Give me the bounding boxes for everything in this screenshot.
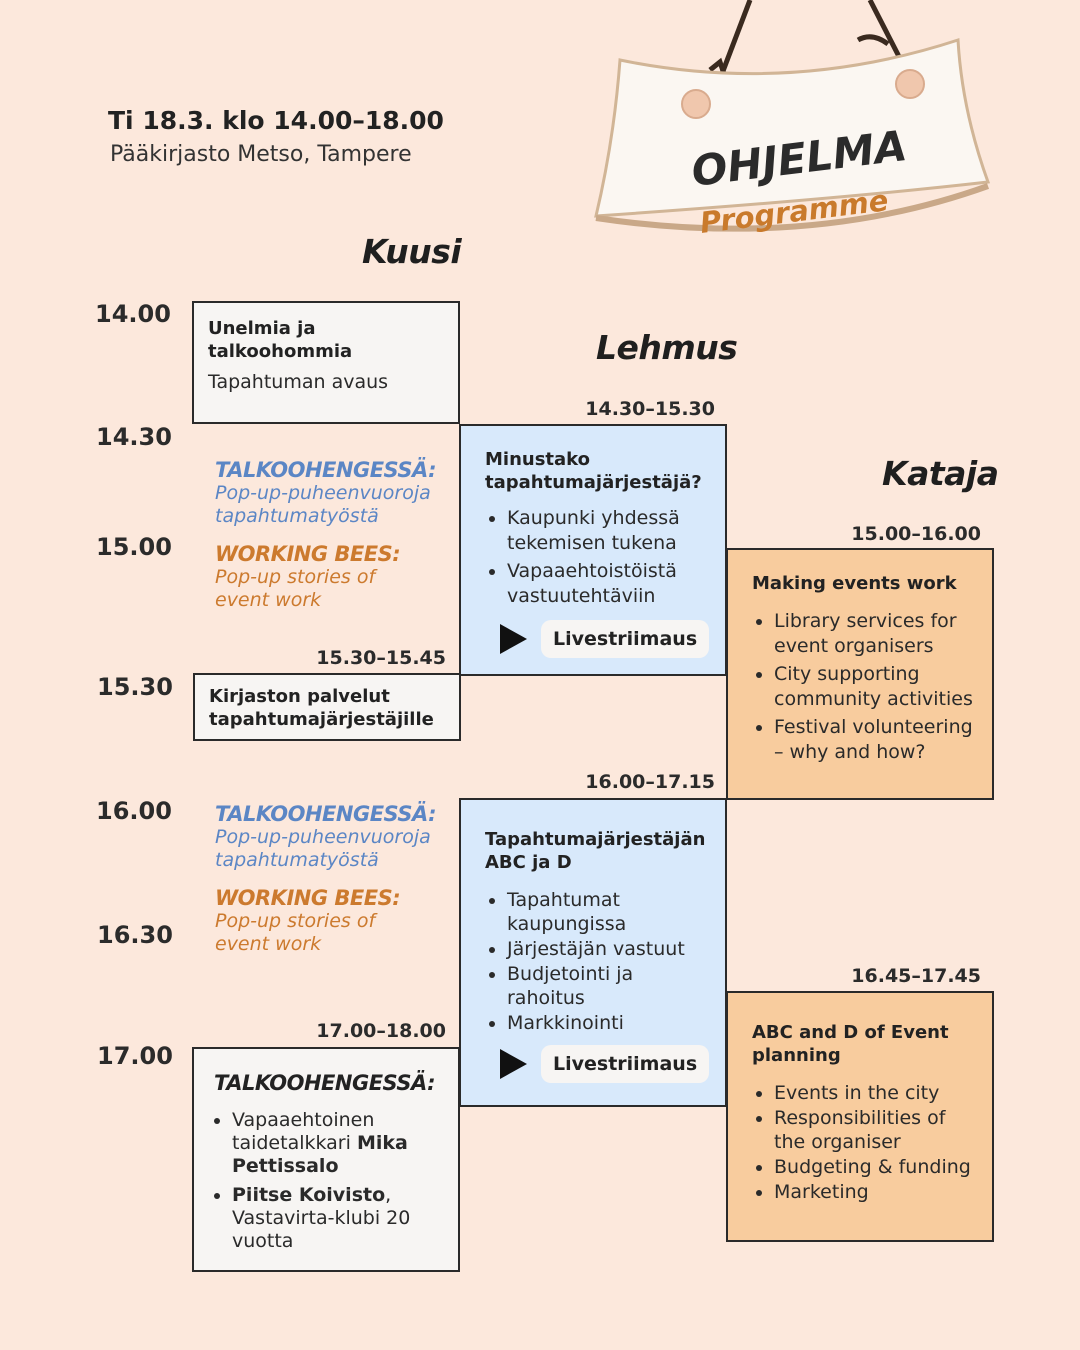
popup2-fi-head: TALKOOHENGESSÄ: bbox=[215, 802, 437, 826]
kataja1-time: 15.00–16.00 bbox=[851, 523, 981, 545]
session-kataja-2 bbox=[726, 991, 994, 1242]
livestream-label[interactable]: Livestriimaus bbox=[541, 1045, 709, 1083]
time-1700: 17.00 bbox=[97, 1042, 173, 1070]
time-1400: 14.00 bbox=[95, 300, 171, 328]
event-venue: Pääkirjasto Metso, Tampere bbox=[110, 142, 412, 167]
final-item-1-name: Mika Pettissalo bbox=[232, 1132, 408, 1177]
popup1-en-line1: Pop-up stories of bbox=[215, 566, 376, 588]
time-1500: 15.00 bbox=[96, 533, 172, 561]
kataja2-time: 16.45–17.45 bbox=[851, 965, 981, 987]
room-lehmus: Lehmus bbox=[596, 328, 738, 367]
livestream-2[interactable] bbox=[500, 1045, 709, 1083]
final-item-2-text: , Vastavirta-klubi 20 vuotta bbox=[232, 1184, 411, 1252]
final-head: TALKOOHENGESSÄ: bbox=[214, 1071, 436, 1095]
kataja2-title: ABC and D of Event planning bbox=[752, 1022, 949, 1066]
session-opening-title: Unelmia ja talkoohommia bbox=[208, 318, 353, 362]
popup2-en-head: WORKING BEES: bbox=[215, 886, 401, 910]
lehmus2-item: • Järjestäjän vastuut bbox=[507, 937, 709, 961]
kataja2-item: • Events in the city bbox=[774, 1081, 978, 1105]
programme-sign bbox=[590, 0, 1000, 260]
popup-block-2 bbox=[215, 802, 455, 956]
event-date: Ti 18.3. klo 14.00–18.00 bbox=[108, 106, 444, 135]
time-1530: 15.30 bbox=[97, 673, 173, 701]
time-1630: 16.30 bbox=[97, 921, 173, 949]
lehmus2-title: Tapahtumajärjestäjän ABC ja D bbox=[485, 829, 706, 873]
session-final bbox=[192, 1047, 460, 1272]
kataja1-item: • Festival volunteering – why and how? bbox=[774, 715, 978, 765]
session-library bbox=[193, 673, 461, 741]
popup-block-1 bbox=[215, 458, 455, 612]
room-kataja: Kataja bbox=[882, 454, 999, 493]
session-kataja-1 bbox=[726, 548, 994, 800]
lehmus2-item: • Markkinointi bbox=[507, 1011, 709, 1035]
popup1-en-line2: event work bbox=[215, 589, 322, 611]
popup2-en-line2: event work bbox=[215, 933, 322, 955]
kataja2-item: • Marketing bbox=[774, 1180, 978, 1204]
lehmus2-item: • Budjetointi ja rahoitus bbox=[507, 962, 709, 1010]
kataja1-item: • Library services for event organisers bbox=[774, 609, 978, 659]
lehmus2-item: • Tapahtumat kaupungissa bbox=[507, 888, 709, 936]
time-1430: 14.30 bbox=[96, 423, 172, 451]
lehmus1-time: 14.30–15.30 bbox=[585, 398, 715, 420]
kataja2-item: • Budgeting & funding bbox=[774, 1155, 978, 1179]
library-time: 15.30–15.45 bbox=[316, 647, 446, 669]
lehmus1-item: • Kaupunki yhdessä tekemisen tukena bbox=[507, 506, 707, 556]
popup1-fi-head: TALKOOHENGESSÄ: bbox=[215, 458, 437, 482]
session-library-title: Kirjaston palvelut tapahtumajärjestäjille bbox=[209, 686, 434, 730]
livestream-1[interactable] bbox=[500, 620, 709, 658]
kataja1-item: • City supporting community activities bbox=[774, 662, 978, 712]
session-opening bbox=[192, 301, 460, 424]
popup1-fi-line1: Pop-up-puheenvuoroja bbox=[215, 482, 431, 504]
final-item-2-name: Piitse Koivisto bbox=[232, 1184, 386, 1206]
final-item-2 bbox=[232, 1184, 442, 1253]
time-1600: 16.00 bbox=[96, 797, 172, 825]
popup1-en-head: WORKING BEES: bbox=[215, 542, 401, 566]
kataja2-item: • Responsibilities of the organiser bbox=[774, 1106, 978, 1154]
livestream-label[interactable]: Livestriimaus bbox=[541, 620, 709, 658]
sign-title: OHJELMA bbox=[688, 120, 910, 196]
final-item-1 bbox=[232, 1109, 442, 1178]
popup2-fi-line1: Pop-up-puheenvuoroja bbox=[215, 826, 431, 848]
lehmus2-time: 16.00–17.15 bbox=[585, 771, 715, 793]
play-icon[interactable] bbox=[500, 624, 527, 654]
room-kuusi: Kuusi bbox=[362, 232, 462, 271]
final-time: 17.00–18.00 bbox=[316, 1020, 446, 1042]
final-item-1-text: Vapaaehtoinen taidetalkkari bbox=[232, 1109, 375, 1154]
popup1-fi-line2: tapahtumatyöstä bbox=[215, 505, 379, 527]
play-icon[interactable] bbox=[500, 1049, 527, 1079]
popup2-en-line1: Pop-up stories of bbox=[215, 910, 376, 932]
kataja1-title: Making events work bbox=[752, 573, 957, 594]
lehmus1-title: Minustako tapahtumajärjestäjä? bbox=[485, 449, 702, 493]
sign-subtitle: Programme bbox=[698, 183, 891, 240]
session-opening-text: Tapahtuman avaus bbox=[208, 371, 389, 393]
lehmus1-item: • Vapaaehtoistöistä vastuutehtäviin bbox=[507, 559, 707, 609]
popup2-fi-line2: tapahtumatyöstä bbox=[215, 849, 379, 871]
